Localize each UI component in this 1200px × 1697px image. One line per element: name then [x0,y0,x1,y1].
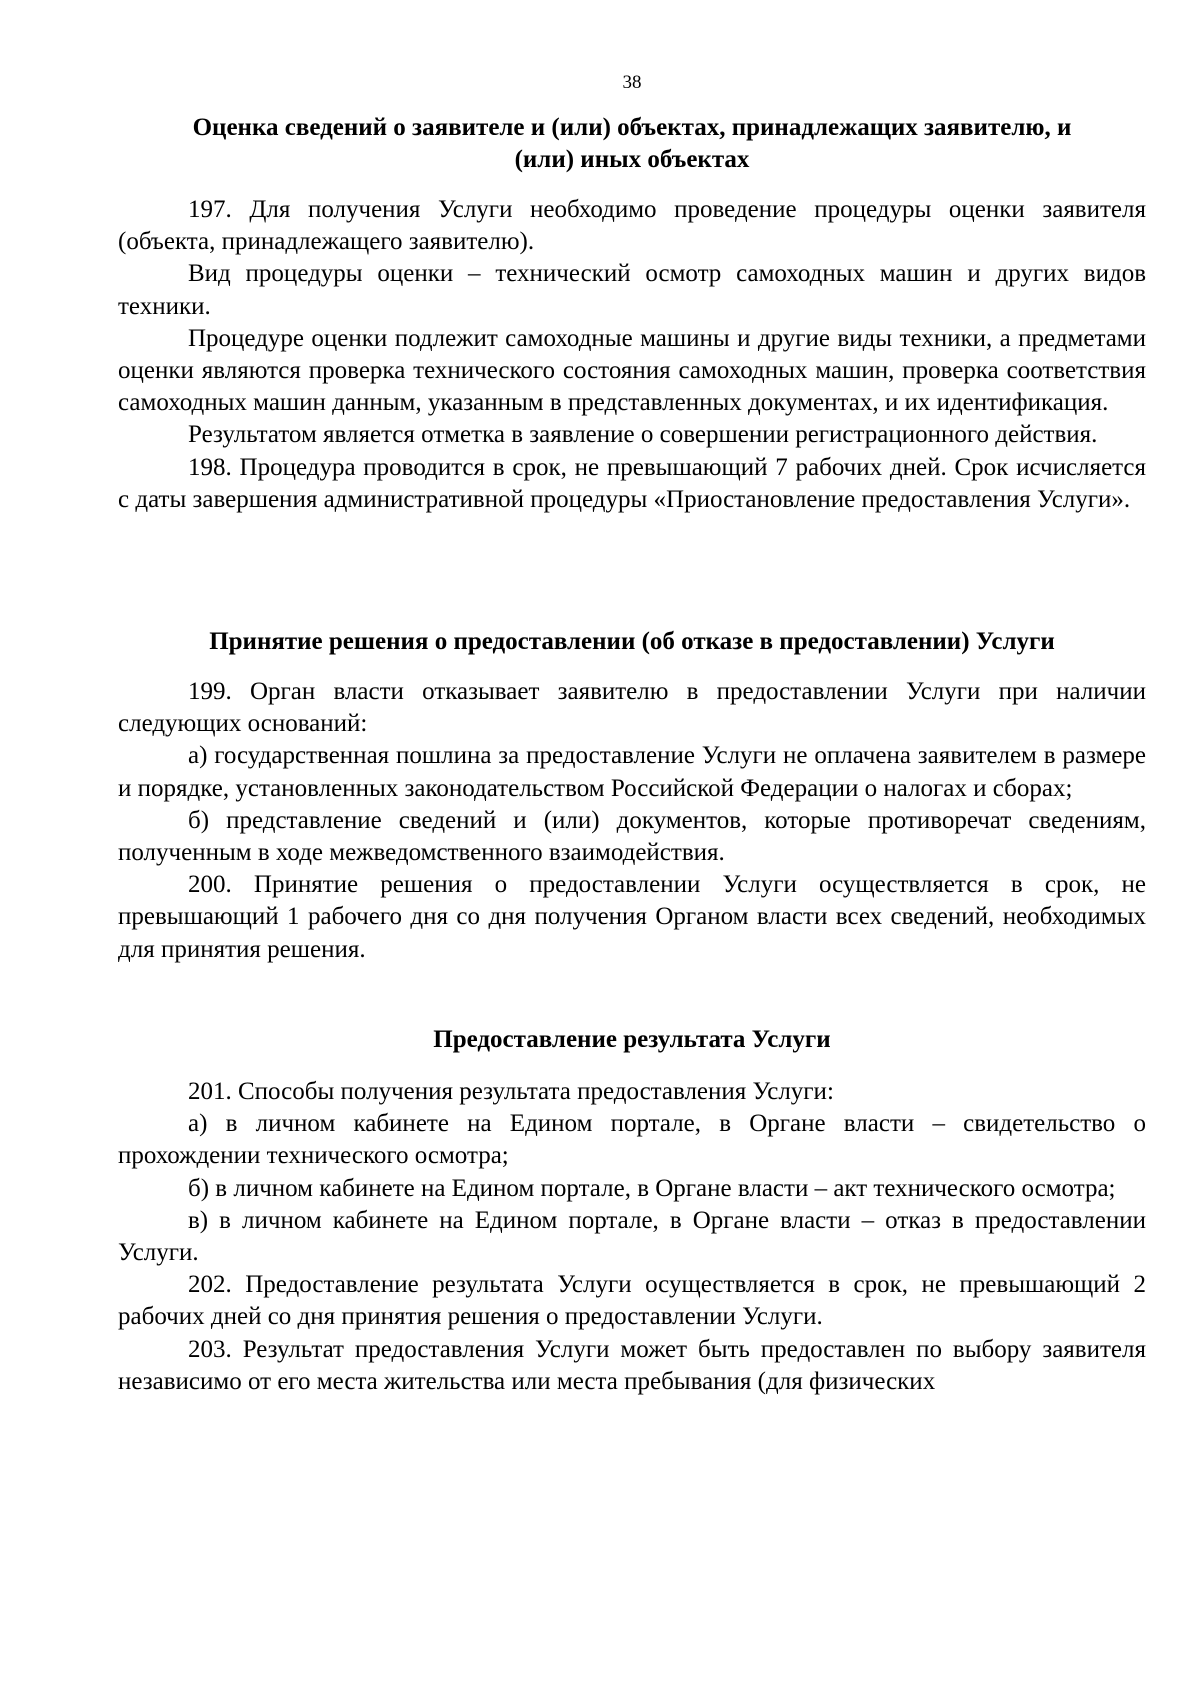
paragraph: б) в личном кабинете на Едином портале, в Органе власти – акт технического осмотра; [188,1174,1116,1202]
section-body-result [118,1076,1146,1398]
section-title-line: Оценка сведений о заявителе и (или) объектах, принадлежащих заявителю, и [192,114,1072,141]
paragraph: 197. Для получения Услуги необходимо проведение процедуры оценки заявителя (объекта, принадлежащего заявителю). [118,196,1146,256]
paragraph: 199. Орган власти отказывает заявителю в предоставлении Услуги при наличии следующих оснований: [118,678,1146,738]
section-body-decision [118,676,1146,966]
paragraph: 200. Принятие решения о предоставлении Услуги осуществляется в срок, не превышающий 1 рабочего дня со дня получения Органом власти всех сведений, необходимых для принятия решения. [118,871,1146,963]
paragraph: а) государственная пошлина за предоставление Услуги не оплачена заявителем в размере и порядке, установленных законодательством Российской Федерации о налогах и сборах; [118,742,1146,802]
section-title-line: Предоставление результата Услуги [433,1026,831,1053]
paragraph: Вид процедуры оценки – технический осмотр самоходных машин и других видов техники. [118,260,1146,320]
section-title-line: (или) иных объектах [514,146,750,173]
paragraph: 203. Результат предоставления Услуги может быть предоставлен по выбору заявителя независимо от его места жительства или места пребывания (для физических [118,1335,1146,1395]
section-title-assessment [118,112,1146,176]
paragraph: а) в личном кабинете на Едином портале, в Органе власти – свидетельство о прохождении технического осмотра; [118,1110,1146,1170]
section-title-line: Принятие решения о предоставлении (об отказе в предоставлении) Услуги [209,628,1055,655]
paragraph: Процедуре оценки подлежит самоходные машины и другие виды техники, а предметами оценки являются проверка технического состояния самоходных машин, проверка соответствия самоходных машин данным, указанным в представленных документах, и их идентификация. [118,324,1146,417]
section-title-decision [118,626,1146,658]
paragraph: Результатом является отметка в заявление о совершении регистрационного действия. [188,421,1098,449]
page-number: 38 [622,72,642,93]
paragraph: в) в личном кабинете на Едином портале, в Органе власти – отказ в предоставлении Услуги. [118,1206,1146,1267]
paragraph: 202. Предоставление результата Услуги осуществляется в срок, не превышающий 2 рабочих дней со дня принятия решения о предоставлении Услуги. [118,1271,1146,1331]
paragraph: 201. Способы получения результата предоставления Услуги: [188,1078,834,1105]
paragraph: б) представление сведений и (или) документов, которые противоречат сведениям, полученным в ходе межведомственного взаимодействия. [118,806,1146,867]
section-title-result [118,1024,1146,1056]
paragraph: 198. Процедура проводится в срок, не превышающий 7 рабочих дней. Срок исчисляется с даты завершения административной процедуры «Приостановление предоставления Услуги». [118,453,1146,513]
section-body-assessment [118,194,1146,516]
